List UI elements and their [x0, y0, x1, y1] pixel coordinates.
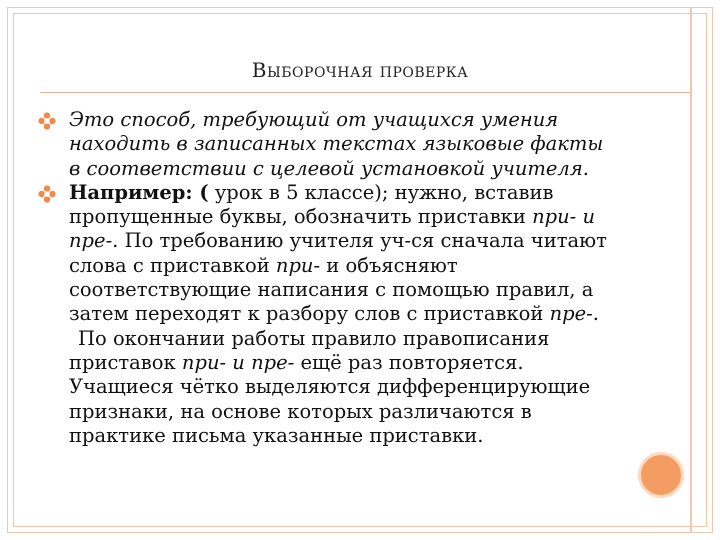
example-label: Например: (	[69, 180, 209, 204]
text-span-italic: пре-	[549, 302, 593, 326]
slide-frame-vertical-line	[690, 7, 692, 533]
text-line	[69, 205, 688, 229]
flower-bullet-icon	[38, 112, 56, 130]
text-line: признаки, на основе которых различаются в	[69, 399, 532, 423]
bullet-item-definition	[38, 108, 688, 181]
bullet-item-example	[38, 181, 688, 327]
text-line: соответствующие написания с помощью правил, а	[69, 278, 594, 302]
text-span-italic: при- и пре-	[181, 350, 295, 374]
text-span-italic: при-	[275, 253, 321, 277]
text-span: пропущенные буквы, обозначить приставки	[69, 205, 533, 229]
text-span: урок в 5 классе); нужно, вставив	[208, 180, 554, 204]
text-line: в соответствии с целевой установкой учителя.	[69, 156, 589, 180]
text-span: затем переходят к разбору слов с приставкой	[69, 302, 550, 326]
text-span: слова с приставкой	[69, 253, 276, 277]
text-line	[69, 302, 688, 326]
text-line: находить в записанных текстах языковые факты	[69, 132, 604, 156]
text-span: и объясняют	[320, 253, 458, 277]
text-line: Учащиеся чётко выделяются дифференцирующие	[69, 375, 591, 399]
slide-title: Выборочная проверка	[251, 58, 469, 82]
text-line: По окончании работы правило правописания	[78, 326, 550, 350]
flower-bullet-icon	[38, 185, 56, 203]
text-line	[38, 351, 688, 375]
text-span: . По требованию учителя уч-ся сначала читают	[112, 229, 607, 253]
text-line	[69, 181, 688, 205]
decorative-circle-icon	[638, 452, 684, 498]
text-span-italic: пре-	[69, 229, 113, 253]
text-line: практике письма указанные приставки.	[69, 423, 484, 447]
text-span: .	[592, 302, 599, 326]
text-line: Это способ, требующий от учащихся умения	[69, 108, 559, 131]
text-line	[69, 229, 688, 253]
title-divider	[40, 92, 690, 93]
text-span: приставок	[69, 350, 182, 374]
text-span: ещё раз повторяется.	[294, 350, 524, 374]
slide-body	[38, 108, 688, 448]
text-span-italic: при- и	[532, 205, 596, 229]
text-line	[69, 254, 688, 278]
